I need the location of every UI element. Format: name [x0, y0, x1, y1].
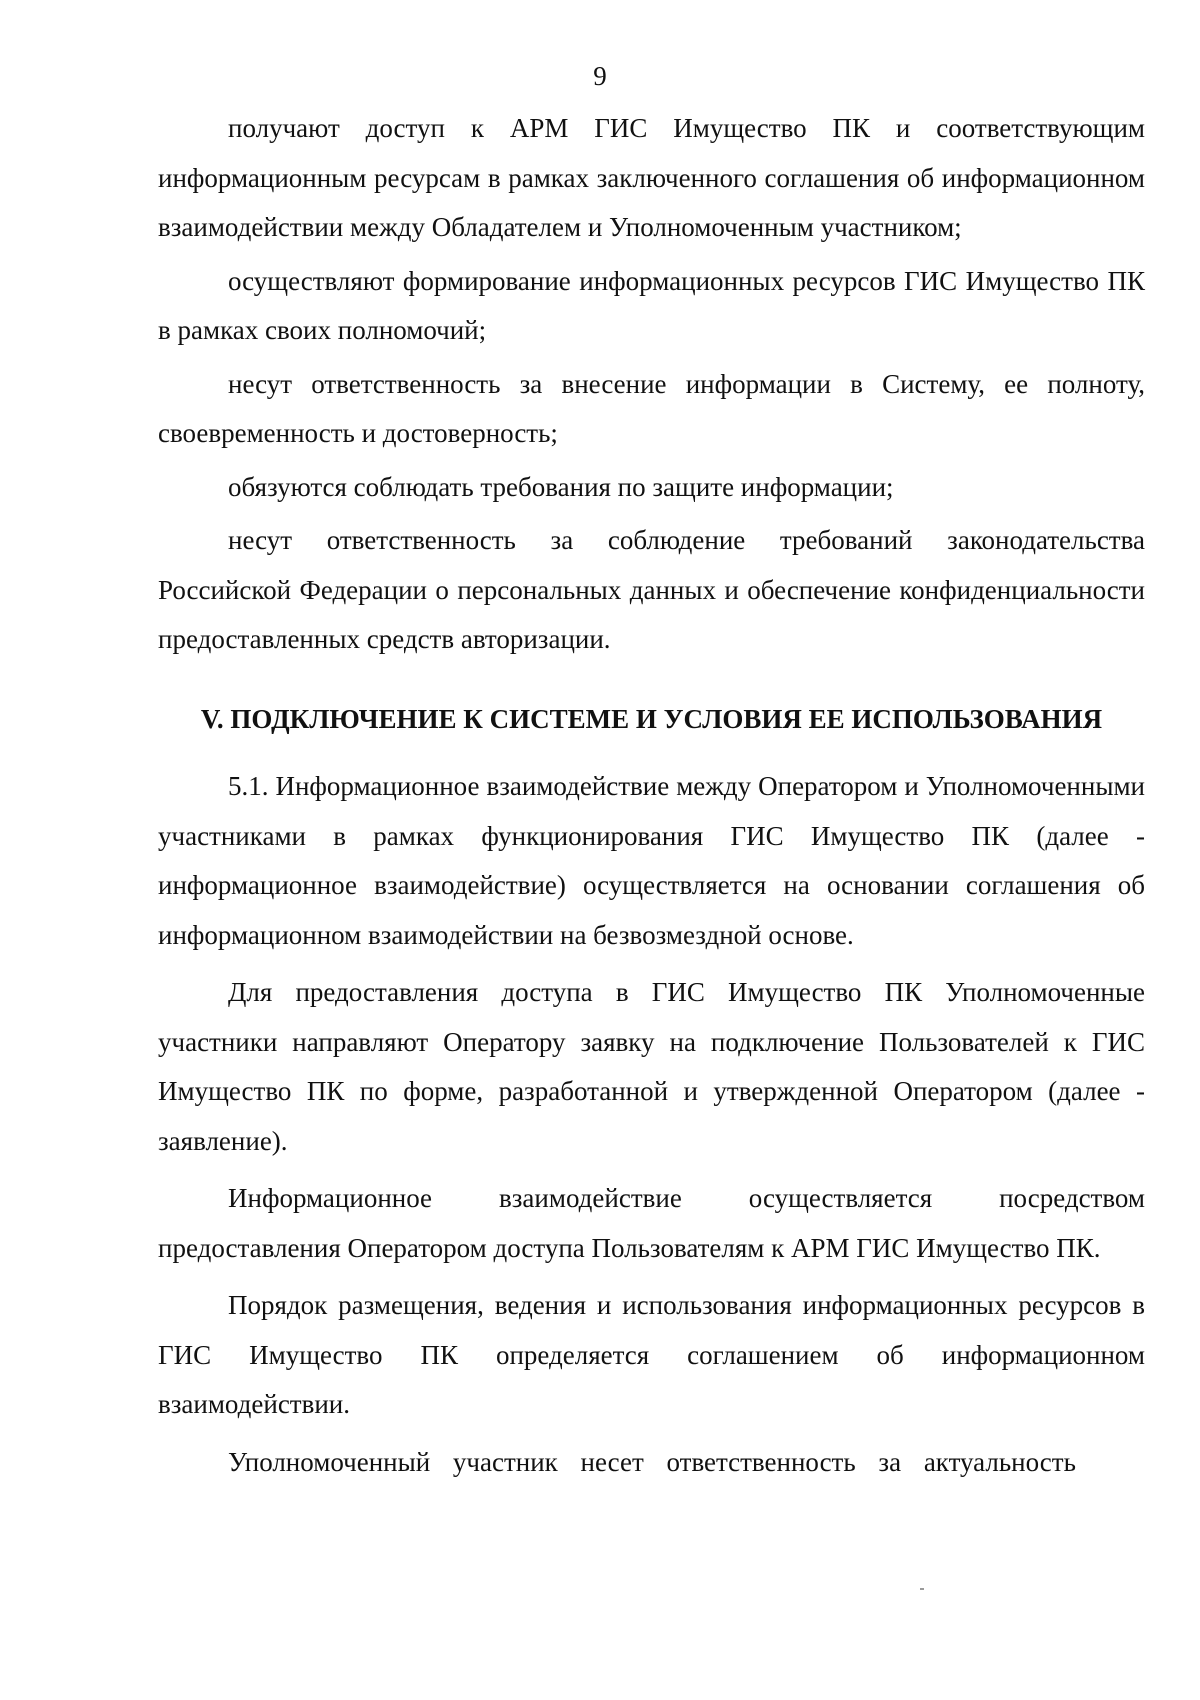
paragraph-personal-data: несут ответственность за соблюдение требований законодательства Российской Федерации о персональных данных и обеспечение конфиденциальности предоставленных средств авторизации.: [158, 525, 1145, 654]
paragraph-security-requirements: обязуются соблюдать требования по защите информации;: [228, 471, 894, 502]
document-body: [158, 104, 1145, 1487]
paragraph-resources-order: Порядок размещения, ведения и использования информационных ресурсов в ГИС Имущество ПК определяется соглашением об информационном взаимодействии.: [158, 1290, 1145, 1419]
paragraph-responsibility-input: несут ответственность за внесение информации в Систему, ее полноту, своевременность и достоверность;: [158, 368, 1145, 448]
paragraph-resources-formation: осуществляют формирование информационных ресурсов ГИС Имущество ПК в рамках своих полномочий;: [158, 265, 1145, 345]
paragraph-access-request: Для предоставления доступа в ГИС Имущество ПК Уполномоченные участники направляют Оператору заявку на подключение Пользователей к ГИС Имущество ПК по форме, разработанной и утвержденной Оператором (далее - заявление).: [158, 977, 1145, 1156]
paragraph-interaction-method: Информационное взаимодействие осуществляется посредством предоставления Оператором доступа Пользователям к АРМ ГИС Имущество ПК.: [158, 1183, 1145, 1263]
paragraph-5-1: 5.1. Информационное взаимодействие между Оператором и Уполномоченными участниками в рамках функционирования ГИС Имущество ПК (далее - информационное взаимодействие) осуществляется на основании соглашения об информационном взаимодействии на безвозмездной основе.: [158, 771, 1145, 950]
scan-artifact: [920, 1588, 924, 1590]
section-heading: V. ПОДКЛЮЧЕНИЕ К СИСТЕМЕ И УСЛОВИЯ ЕЕ ИСПОЛЬЗОВАНИЯ: [200, 703, 1103, 734]
paragraph-participant-responsibility: Уполномоченный участник несет ответственность за актуальность: [228, 1446, 1076, 1477]
page-number: 9: [593, 61, 607, 91]
paragraph-access: получают доступ к АРМ ГИС Имущество ПК и соответствующим информационным ресурсам в рамках заключенного соглашения об информационном взаимодействии между Обладателем и Уполномоченным участником;: [158, 113, 1145, 242]
